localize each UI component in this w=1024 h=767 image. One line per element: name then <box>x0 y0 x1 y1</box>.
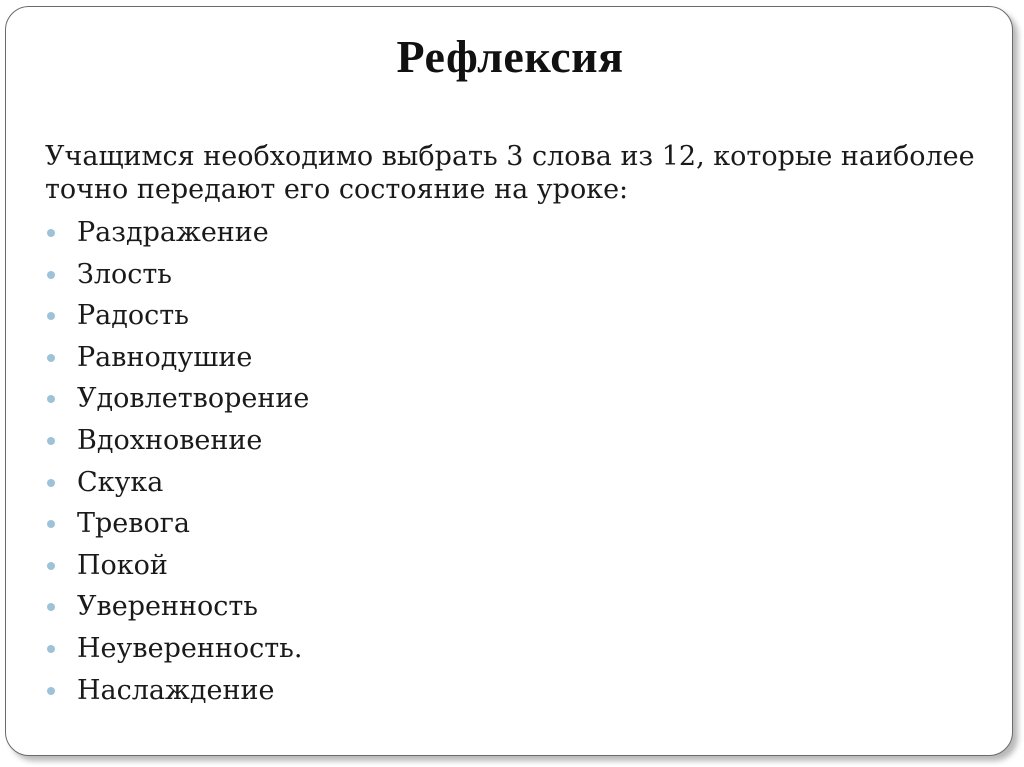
bullet-icon <box>47 645 55 653</box>
list-item-label: Радость <box>77 300 189 332</box>
list-item <box>45 545 309 587</box>
list-item-label: Равнодушие <box>77 341 253 373</box>
list-item-label: Наслаждение <box>77 674 275 706</box>
list-item <box>45 378 309 420</box>
list-item <box>45 503 309 545</box>
list-item <box>45 420 309 462</box>
bullet-icon <box>47 395 55 403</box>
bullet-icon <box>47 562 55 570</box>
bullet-icon <box>47 354 55 362</box>
word-list <box>45 212 309 711</box>
bullet-icon <box>47 271 55 279</box>
bullet-icon <box>47 687 55 695</box>
bullet-icon <box>47 312 55 320</box>
list-item <box>45 462 309 504</box>
list-item <box>45 628 309 670</box>
list-item-label: Тревога <box>77 508 190 540</box>
list-item <box>45 254 309 296</box>
list-item-label: Раздражение <box>77 217 269 248</box>
list-item <box>45 295 309 337</box>
list-item <box>45 337 309 379</box>
list-item <box>45 212 309 254</box>
bullet-icon <box>47 437 55 445</box>
list-item <box>45 670 309 712</box>
intro-text: Учащимся необходимо выбрать 3 слова из 12, которые наиболее точно передают его состояние на уроке: <box>45 141 975 205</box>
list-item-label: Неуверенность. <box>77 632 303 664</box>
bullet-icon <box>47 479 55 487</box>
list-item <box>45 586 309 628</box>
slide-title: Рефлексия <box>396 31 624 82</box>
list-item-label: Вдохновение <box>77 424 263 456</box>
list-item-label: Покой <box>77 549 168 581</box>
list-item-label: Удовлетворение <box>77 383 310 415</box>
bullet-icon <box>47 229 55 237</box>
bullet-icon <box>47 520 55 528</box>
list-item-label: Уверенность <box>77 591 258 623</box>
bullet-icon <box>47 603 55 611</box>
list-item-label: Скука <box>77 466 164 498</box>
slide <box>5 6 1013 756</box>
list-item-label: Злость <box>77 258 172 290</box>
